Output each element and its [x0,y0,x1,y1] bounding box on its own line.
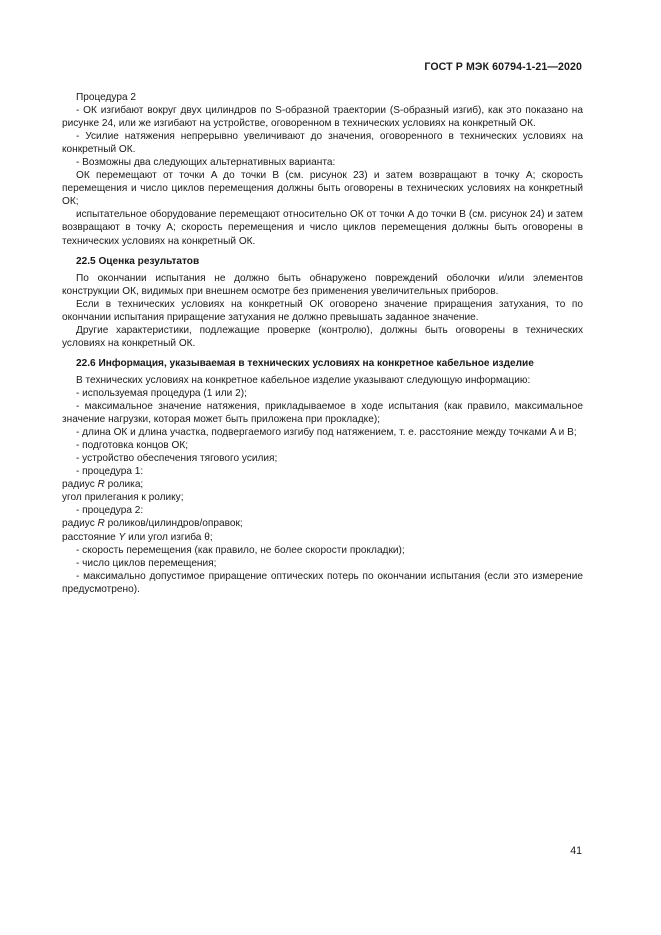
section-heading-22-6: 22.6 Информация, указываемая в технических условиях на конкретное кабельное изделие [76,357,534,369]
paragraph: испытательное оборудование перемещают относительно ОК от точки A до точки B (см. рисунок 24) и затем возвращают в точку A; скорость перемещения и число циклов перемещения должны быть оговорены в технических условиях на конкретный ОК. [62,209,583,247]
list-item: - используемая процедура (1 или 2); [76,387,247,399]
list-subitem: расстояние Y или угол изгиба θ; [62,531,213,543]
document-header: ГОСТ Р МЭК 60794-1-21—2020 [424,61,582,73]
list-subitem: радиус R роликов/цилиндров/оправок; [62,518,243,530]
paragraph: Другие характеристики, подлежащие проверке (контролю), должны быть оговорены в технических условиях на конкретный ОК. [62,324,583,349]
paragraph: В технических условиях на конкретное кабельное изделие указывают следующую информацию: [76,374,531,386]
paragraph: По окончании испытания не должно быть обнаружено повреждений оболочки и/или элементов конструкции ОК, видимых при внешнем осмотре без применения увеличительных приборов. [62,272,583,297]
procedure-2-title: Процедура 2 [76,92,137,103]
paragraph: - Возможны два следующих альтернативных варианта: [76,157,336,169]
section-heading-22-5: 22.5 Оценка результатов [76,255,200,267]
list-item: - устройство обеспечения тягового усилия; [76,453,278,465]
paragraph: - Усилие натяжения непрерывно увеличивают до значения, оговоренного в технических условиях на конкретный ОК. [62,131,583,156]
list-subitem: радиус R ролика; [62,479,144,491]
list-item: - длина ОК и длина участка, подвергаемого изгибу под натяжением, т. е. расстояние между точками A и B; [76,427,577,439]
document-body [62,91,583,596]
paragraph: ОК перемещают от точки A до точки B (см. рисунок 23) и затем возвращают в точку A; скорость перемещения и число циклов перемещения должны быть оговорены в технических условиях на конкретный ОК; [62,170,583,208]
page-number: 41 [570,845,582,857]
list-item: - подготовка концов ОК; [76,440,189,452]
list-item: - максимально допустимое приращение оптических потерь по окончании испытания (если это измерение предусмотрено). [62,570,583,595]
list-item: - процедура 2: [76,505,144,517]
list-subitem: угол прилегания к ролику; [62,492,184,504]
list-item: - процедура 1: [76,466,144,478]
paragraph: - ОК изгибают вокруг двух цилиндров по S-образной траектории (S-образный изгиб), как это показано на рисунке 24, или же изгибают на устройстве, оговоренном в технических условиях на конкретный ОК. [62,105,583,130]
list-item: - максимальное значение натяжения, прикладываемое в ходе испытания (как правило, максимальное значение нагрузки, которая может быть приложена при прокладке); [62,401,583,426]
paragraph: Если в технических условиях на конкретный ОК оговорено значение приращения затухания, то по окончании испытания приращение затухания не должно превышать заданное значение. [62,298,583,323]
list-item: - скорость перемещения (как правило, не более скорости прокладки); [76,544,405,556]
list-item: - число циклов перемещения; [76,557,217,569]
